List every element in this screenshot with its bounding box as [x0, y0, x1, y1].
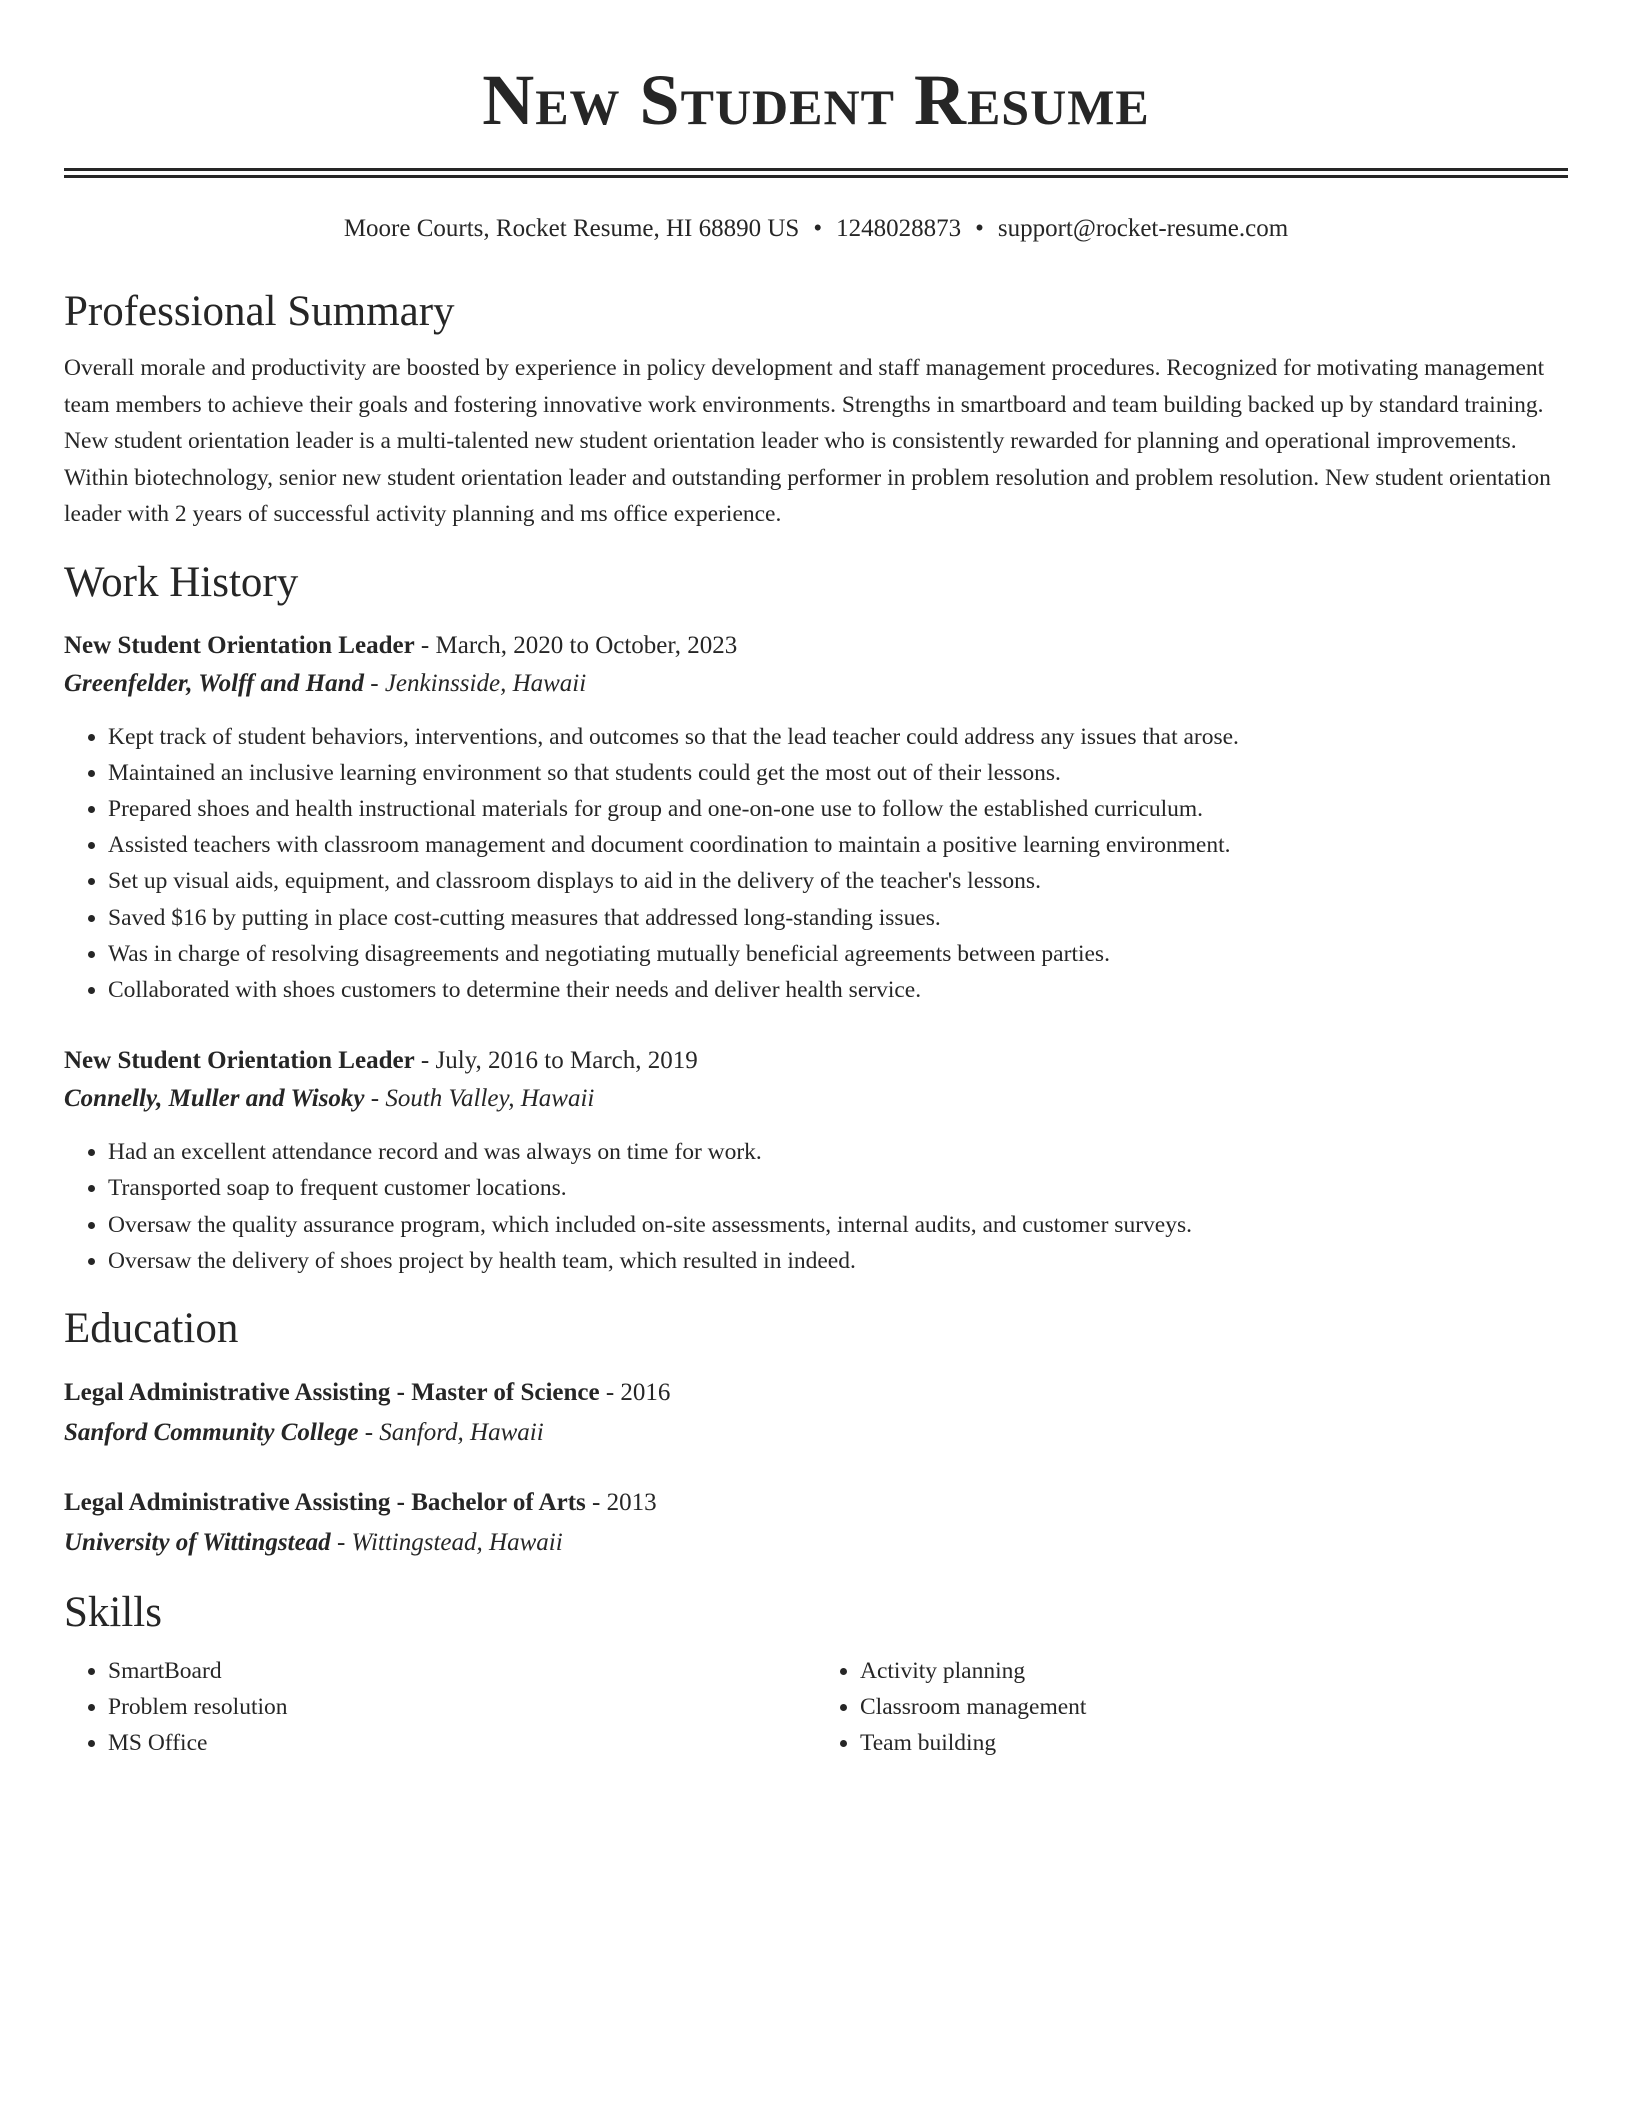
- contact-separator: •: [975, 215, 984, 242]
- job-location: - Jenkinsside, Hawaii: [364, 669, 587, 697]
- list-item: • Oversaw the quality assurance program, which included on-site assessments, internal audits, and customer surveys.: [108, 1207, 1568, 1243]
- education-location: - Wittingstead, Hawaii: [330, 1528, 563, 1556]
- contact-email: support@rocket-resume.com: [997, 215, 1289, 242]
- contact-address: Moore Courts, Rocket Resume, HI 68890 US: [343, 215, 800, 242]
- skills-column-left: [64, 1653, 816, 1762]
- education-entry: [64, 1483, 1568, 1563]
- education-heading: Education: [64, 1304, 239, 1352]
- list-item: • Saved $16 by putting in place cost-cutting measures that addressed long-standing issues.: [108, 900, 1568, 936]
- job-company: Greenfelder, Wolff and Hand: [64, 669, 365, 697]
- education-degree: Legal Administrative Assisting - Bachelor of Arts: [64, 1488, 586, 1516]
- job-bullets: [64, 1134, 1568, 1279]
- summary-text: Overall morale and productivity are boosted by experience in policy development and staff management procedures. Recognized for motivating management team members to achieve their goals and fostering innovative work environments. Strengths in smartboard and team building backed up by standard training. New student orientation leader is a multi-talented new student orientation leader who is consistently rewarded for planning and operational improvements. Within biotechnology, senior new student orientation leader and outstanding performer in problem resolution and problem resolution. New student orientation leader with 2 years of successful activity planning and ms office experience.: [64, 355, 1551, 527]
- resume-title: New Student Resume: [482, 60, 1150, 140]
- skills-column-right: [816, 1653, 1568, 1762]
- contact-separator: •: [813, 215, 823, 242]
- list-item: • Classroom management: [860, 1689, 1568, 1725]
- job-location: - South Valley, Hawaii: [364, 1085, 595, 1113]
- job-company: Connelly, Muller and Wisoky: [64, 1085, 365, 1113]
- job-bullets: [64, 719, 1568, 1009]
- job-dates: - March, 2020 to October, 2023: [414, 631, 738, 659]
- job-company-line: [64, 665, 1568, 703]
- skills-heading: Skills: [64, 1588, 162, 1636]
- list-item: • Maintained an inclusive learning environment so that students could get the most out of their lessons.: [108, 755, 1568, 791]
- education-degree-line: [64, 1373, 1568, 1413]
- list-item: • Had an excellent attendance record and was always on time for work.: [108, 1134, 1568, 1170]
- list-item: • Set up visual aids, equipment, and classroom displays to aid in the delivery of the teacher's lessons.: [108, 863, 1568, 899]
- list-item: • Kept track of student behaviors, interventions, and outcomes so that the lead teacher could address any issues that arose.: [108, 719, 1568, 755]
- work-history-heading: Work History: [64, 558, 299, 606]
- education-degree-line: [64, 1483, 1568, 1523]
- education-year: - 2016: [599, 1378, 671, 1406]
- job-entry: [64, 627, 1568, 1009]
- skills-list: [64, 1653, 1568, 1762]
- list-item: • Collaborated with shoes customers to determine their needs and deliver health service.: [108, 972, 1568, 1008]
- list-item: • Activity planning: [860, 1653, 1568, 1689]
- list-item: • Assisted teachers with classroom management and document coordination to maintain a positive learning environment.: [108, 827, 1568, 863]
- education-school-line: [64, 1523, 1568, 1563]
- list-item: • Oversaw the delivery of shoes project by health team, which resulted in indeed.: [108, 1243, 1568, 1279]
- list-item: • Problem resolution: [108, 1689, 816, 1725]
- list-item: • Prepared shoes and health instructional materials for group and one-on-one use to follow the established curriculum.: [108, 791, 1568, 827]
- education-entry: [64, 1373, 1568, 1453]
- summary-heading: Professional Summary: [64, 288, 455, 335]
- job-title-line: [64, 1042, 1568, 1080]
- education-school: University of Wittingstead: [64, 1528, 331, 1556]
- contact-phone: 1248028873: [836, 215, 962, 242]
- job-title: New Student Orientation Leader: [64, 1047, 415, 1075]
- list-item: • MS Office: [108, 1725, 816, 1761]
- education-school: Sanford Community College: [64, 1418, 359, 1446]
- job-entry: [64, 1042, 1568, 1279]
- job-dates: - July, 2016 to March, 2019: [414, 1047, 698, 1075]
- list-item: • SmartBoard: [108, 1653, 816, 1689]
- education-location: - Sanford, Hawaii: [358, 1418, 544, 1446]
- contact-line: [64, 212, 1568, 246]
- job-title-line: [64, 627, 1568, 665]
- education-degree: Legal Administrative Assisting - Master of Science: [64, 1378, 600, 1406]
- list-item: • Was in charge of resolving disagreements and negotiating mutually beneficial agreements between parties.: [108, 936, 1568, 972]
- list-item: • Team building: [860, 1725, 1568, 1761]
- education-year: - 2013: [585, 1488, 657, 1516]
- job-title: New Student Orientation Leader: [64, 631, 415, 659]
- list-item: • Transported soap to frequent customer locations.: [108, 1170, 1568, 1206]
- title-divider: [64, 168, 1568, 178]
- job-company-line: [64, 1080, 1568, 1118]
- education-school-line: [64, 1413, 1568, 1453]
